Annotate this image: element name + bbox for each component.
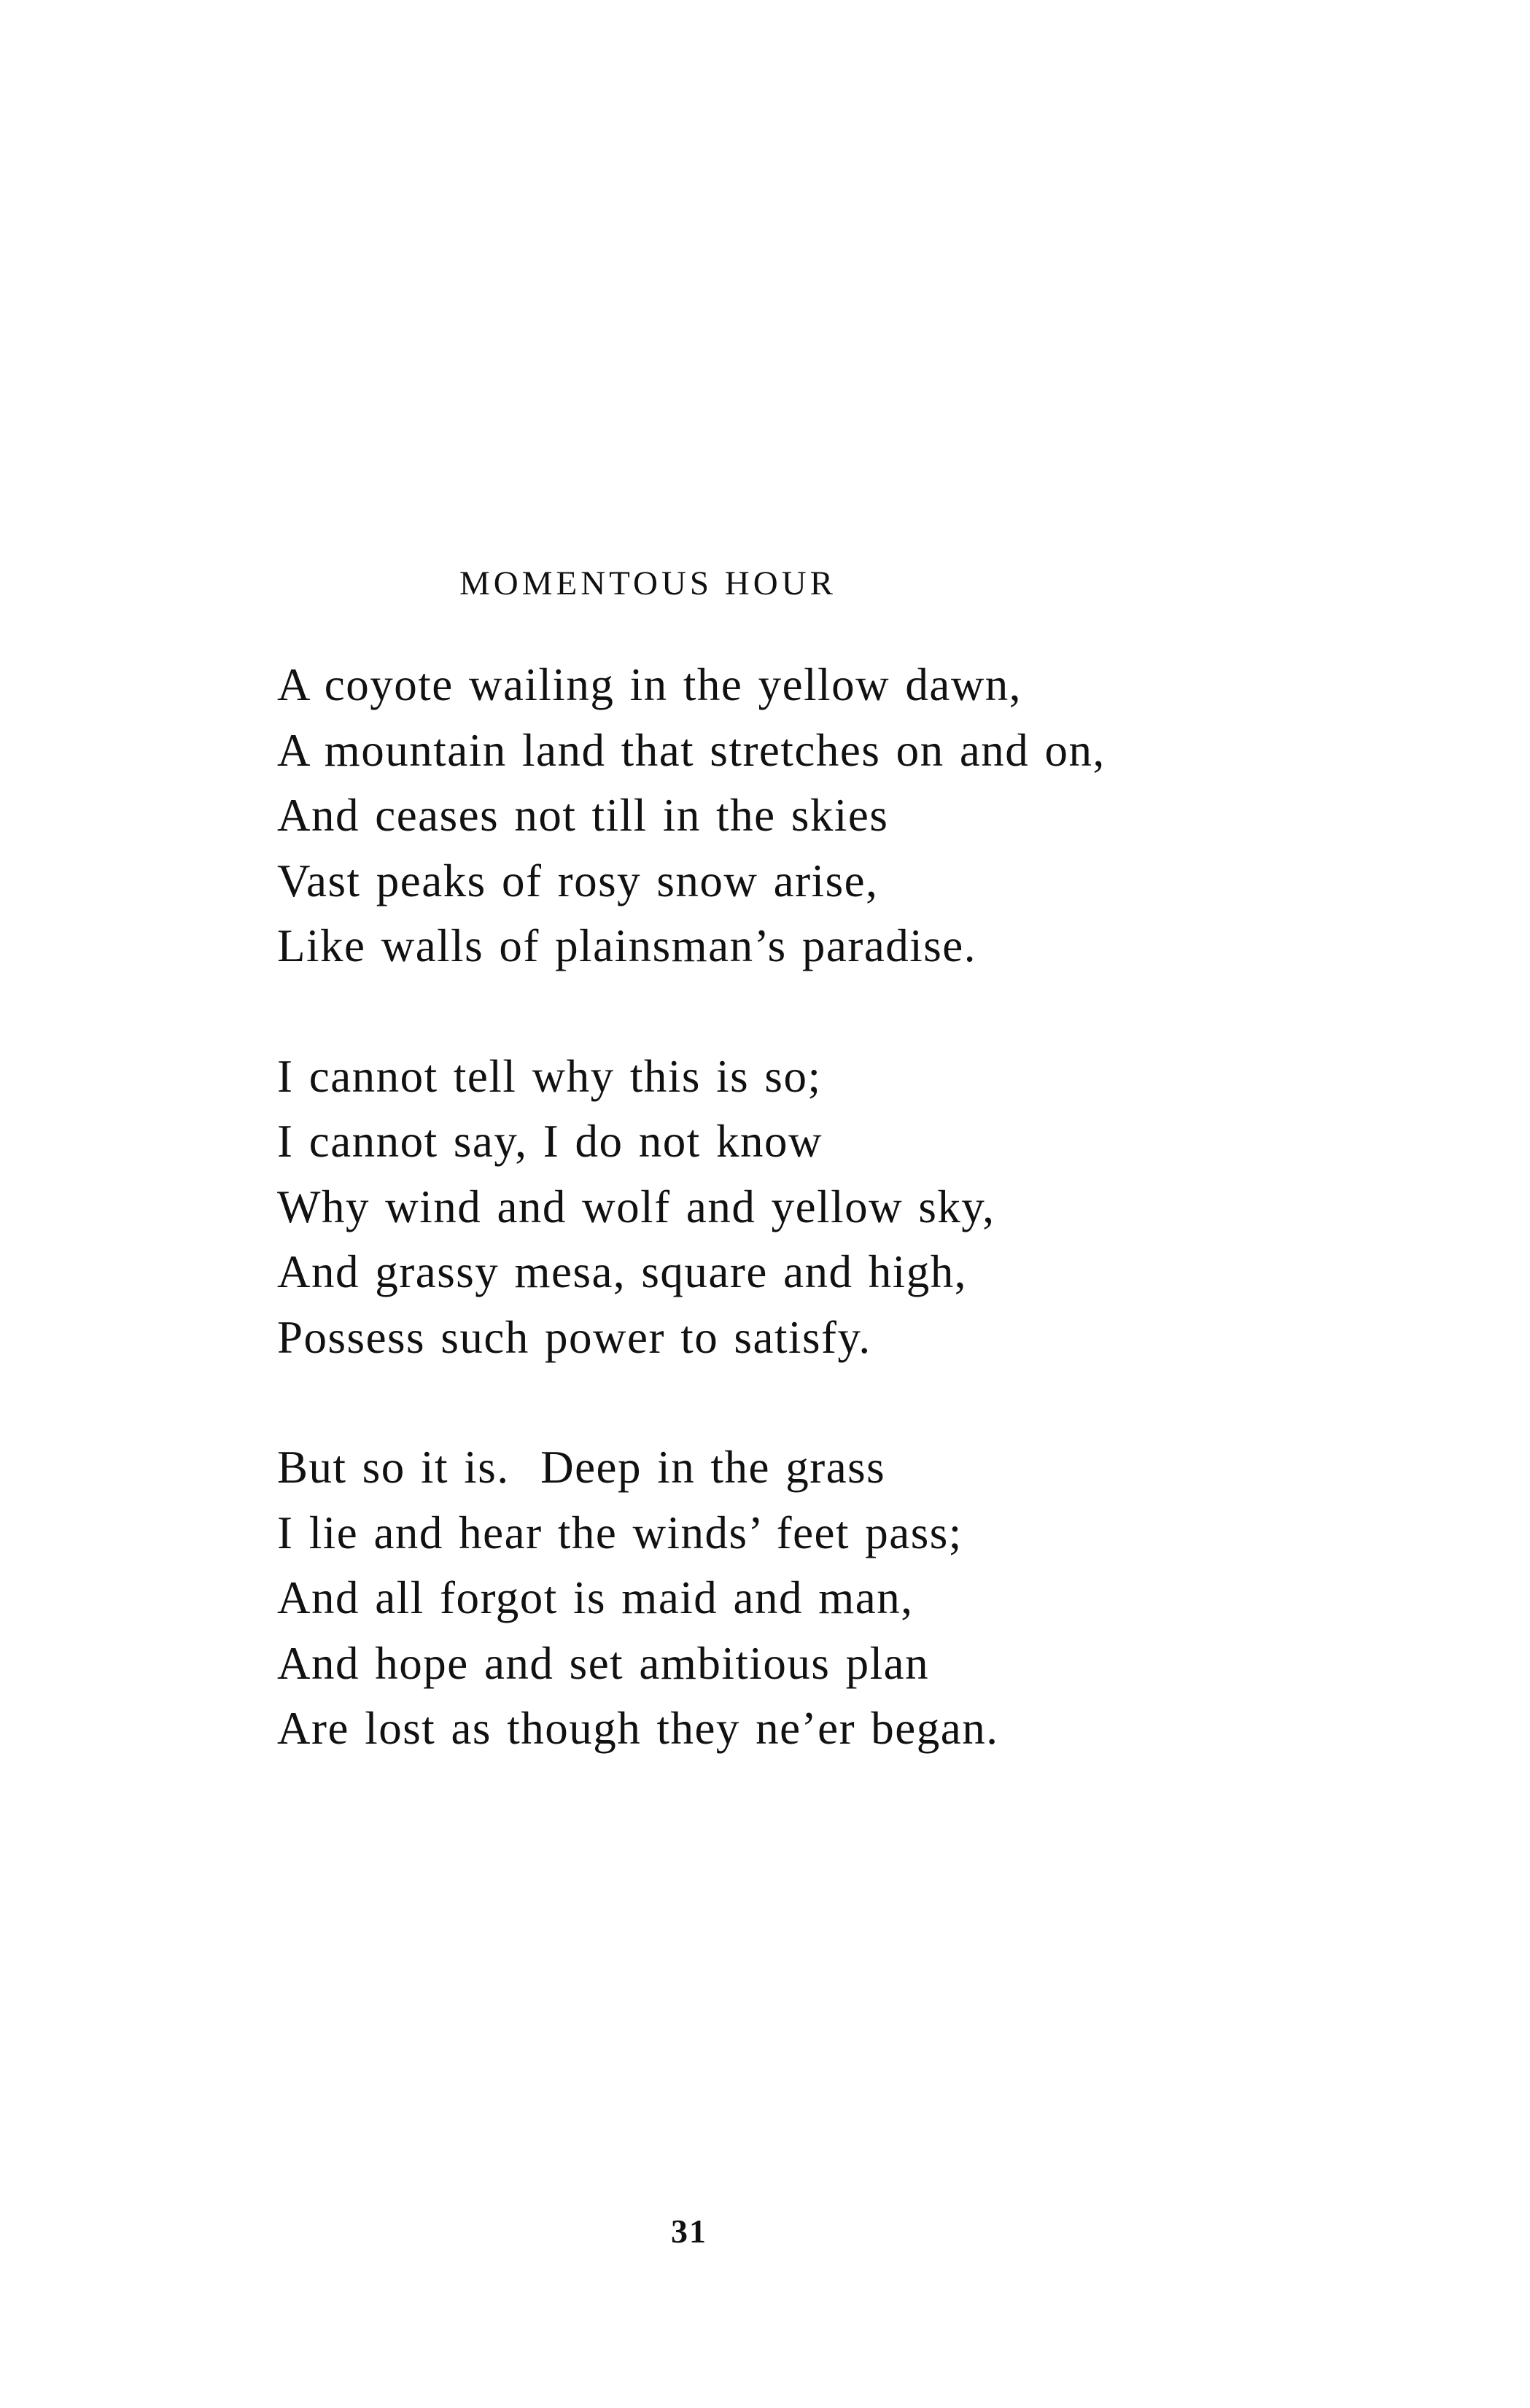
poem-line: But so it is. Deep in the grass xyxy=(277,1442,886,1493)
poem-line: And ceases not till in the skies xyxy=(277,790,889,841)
stanza-1 xyxy=(277,653,1106,979)
poem-line: And all forgot is maid and man, xyxy=(277,1572,914,1623)
poem-line: I lie and hear the winds’ feet pass; xyxy=(277,1507,963,1558)
poem-line: And grassy mesa, square and high, xyxy=(277,1246,968,1297)
poem-line: A mountain land that stretches on and on, xyxy=(277,724,1106,776)
poem-line: And hope and set ambitious plan xyxy=(277,1637,930,1689)
poem-body xyxy=(277,653,1106,1762)
poem-line: Are lost as though they ne’er began. xyxy=(277,1703,999,1754)
poem-line: Why wind and wolf and yellow sky, xyxy=(277,1181,995,1232)
stanza-2 xyxy=(277,1044,1106,1371)
poem-line: Like walls of plainsman’s paradise. xyxy=(277,920,977,971)
poem-line: Vast peaks of rosy snow arise, xyxy=(277,855,879,906)
poem-title: MOMENTOUS HOUR xyxy=(459,564,836,602)
page-number: 31 xyxy=(671,2213,707,2250)
poem-line: I cannot say, I do not know xyxy=(277,1116,823,1167)
poem-line: I cannot tell why this is so; xyxy=(277,1050,822,1102)
poem-line: Possess such power to satisfy. xyxy=(277,1311,871,1363)
stanza-3 xyxy=(277,1435,1106,1762)
poem-line: A coyote wailing in the yellow dawn, xyxy=(277,659,1022,710)
